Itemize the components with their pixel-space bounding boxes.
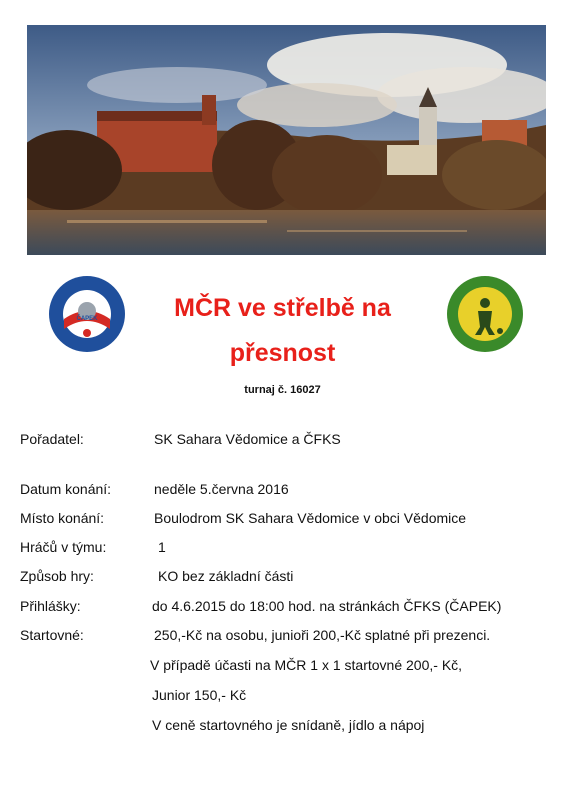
date-value: neděle 5.června 2016 <box>154 481 289 497</box>
banner-photo <box>27 25 546 255</box>
sk-sahara-logo-icon <box>446 275 524 353</box>
place-value: Boulodrom SK Sahara Vědomice v obci Vědomice <box>154 510 467 526</box>
registration-label: Přihlášky: <box>20 598 81 614</box>
fee-line3: Junior 150,- Kč <box>152 687 247 703</box>
organizer-label: Pořadatel: <box>20 431 84 447</box>
cfks-capek-logo-icon <box>48 275 126 353</box>
page-title-line1: MČR ve střelbě na <box>174 294 391 322</box>
tournament-number: turnaj č. 16027 <box>244 384 321 396</box>
svg-text:ČAPEK: ČAPEK <box>76 316 98 322</box>
place-label: Místo konání: <box>20 510 105 526</box>
players-value: 1 <box>158 539 166 555</box>
fee-line4: V ceně startovného je snídaně, jídlo a nápoj <box>152 717 425 733</box>
date-label: Datum konání: <box>20 481 112 497</box>
fee-value: 250,-Kč na osobu, junioři 200,-Kč splatné při prezenci. <box>154 627 491 643</box>
fee-line2: V případě účasti na MČR 1 x 1 startovné 200,- Kč, <box>150 657 463 673</box>
players-label: Hráčů v týmu: <box>20 539 107 555</box>
page-title-line2: přesnost <box>229 339 336 367</box>
format-label: Způsob hry: <box>20 568 94 584</box>
fee-label: Startovné: <box>20 627 84 643</box>
format-value: KO bez základní části <box>158 568 294 584</box>
registration-value: do 4.6.2015 do 18:00 hod. na stránkách ČFKS (ČAPEK) <box>152 598 502 614</box>
organizer-value: SK Sahara Vědomice a ČFKS <box>154 431 341 447</box>
